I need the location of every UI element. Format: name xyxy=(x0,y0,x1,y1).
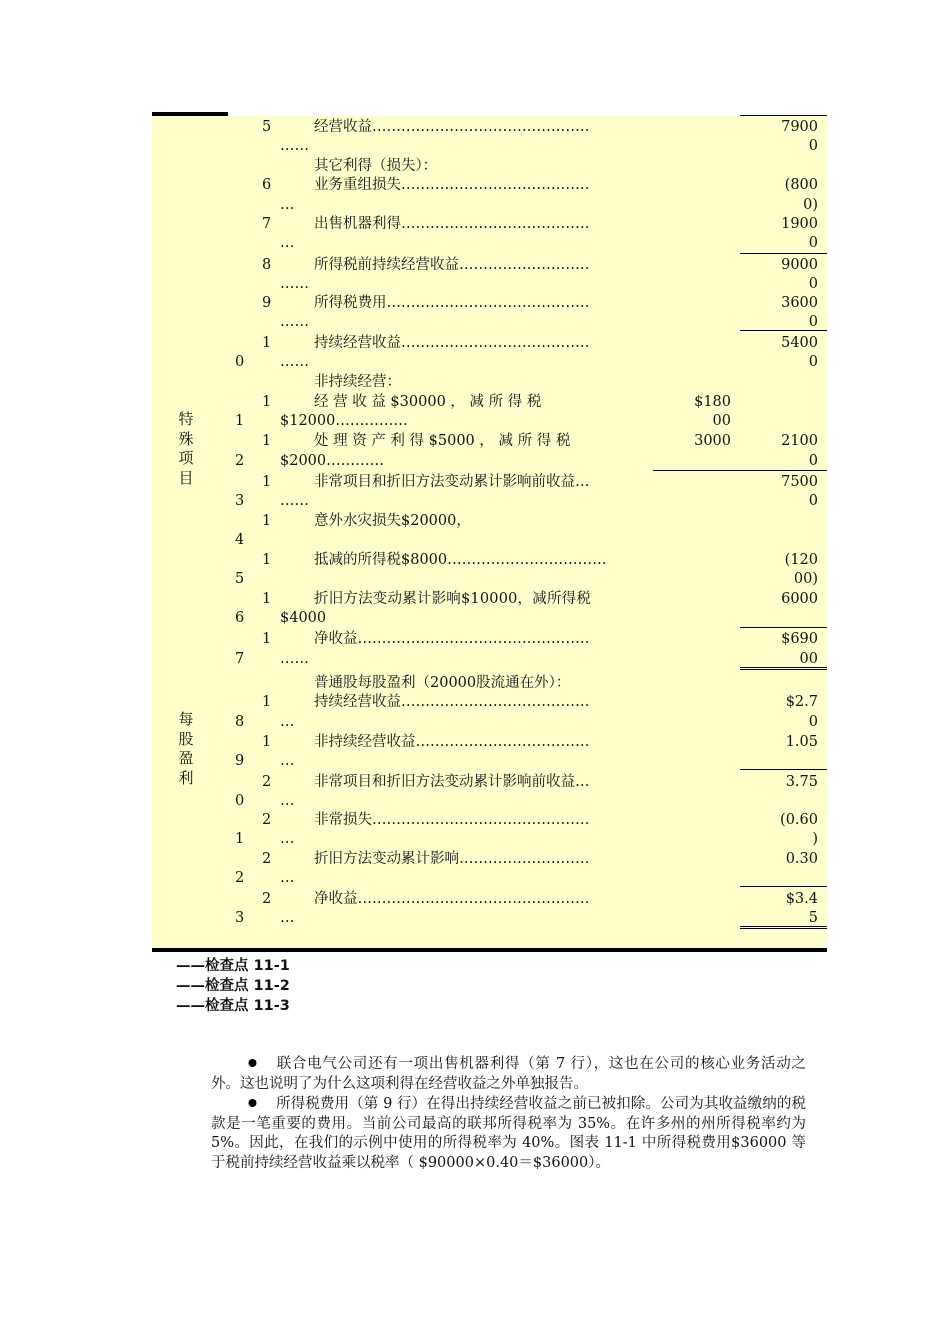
row-label: 非常项目和折旧方法变动累计影响前收益… xyxy=(314,774,590,790)
row-amount: 3600 xyxy=(781,295,818,311)
line-number: 2 xyxy=(262,891,272,907)
row-label: 经 营 收 益 $30000 ， 减 所 得 税 xyxy=(314,394,542,410)
row-amount: (120 xyxy=(784,552,818,568)
rule xyxy=(653,470,827,471)
row-amount: 0.30 xyxy=(785,851,818,867)
line-number: 4 xyxy=(235,532,245,548)
row-label-cont: … xyxy=(280,235,295,251)
row-amount: 0 xyxy=(808,493,818,509)
bullet-icon xyxy=(247,1097,258,1108)
body-paragraph xyxy=(211,1095,806,1174)
line-number: 1 xyxy=(262,474,272,490)
row-amount: 1900 xyxy=(781,216,818,232)
line-number: 3 xyxy=(235,493,245,509)
line-number: 2 xyxy=(235,453,245,469)
double-rule xyxy=(740,926,827,929)
checkpoint-link[interactable]: ——检查点 11-2 xyxy=(176,978,290,994)
rule xyxy=(740,886,827,887)
row-label: 折旧方法变动累计影响$10000，减所得税 xyxy=(314,591,592,607)
section-heading: 非持续经营： xyxy=(314,374,401,390)
row-amount: (800 xyxy=(784,177,818,193)
row-amount: 7900 xyxy=(781,119,818,135)
row-amount: (0.60 xyxy=(780,812,818,828)
line-number: 0 xyxy=(235,354,245,370)
special-items-label: 特 殊 项 目 xyxy=(178,410,194,487)
rule xyxy=(740,769,827,770)
row-amount: 5 xyxy=(808,910,818,926)
paragraph-text: 所得税费用（第 9 行）在得出持续经营收益之前已被扣除。公司为其收益缴纳的税款是一笔重要的费用。当前公司最高的联邦所得税率为 35%。在许多州的州所得税率约为 5%。因此，在我们的示例中使用的所得税率为 40%。图表 11-1 中所得税费用$36000 等于税前持续经营收益乘以税率（ $90000×0.40＝$36000）。 xyxy=(211,1096,806,1172)
line-number: 7 xyxy=(262,216,272,232)
row-amount: 00 xyxy=(799,651,818,667)
line-number: 1 xyxy=(235,413,245,429)
row-label: 所得税前持续经营收益……………………… xyxy=(314,257,590,273)
row-label: 经营收益……………………………………… xyxy=(314,119,590,135)
line-number: 1 xyxy=(235,831,245,847)
line-number: 1 xyxy=(262,552,272,568)
row-label: 净收益………………………………………… xyxy=(314,631,590,647)
line-number: 6 xyxy=(262,177,272,193)
line-number: 2 xyxy=(262,812,272,828)
line-number: 6 xyxy=(235,610,245,626)
line-number: 1 xyxy=(262,394,272,410)
section-heading: 其它利得（损失）： xyxy=(314,158,438,174)
row-label: 非常项目和折旧方法变动累计影响前收益… xyxy=(314,474,590,490)
line-number: 1 xyxy=(262,631,272,647)
checkpoint-link[interactable]: ——检查点 11-3 xyxy=(176,998,290,1014)
row-amount: $690 xyxy=(781,631,818,647)
line-number: 7 xyxy=(235,651,245,667)
row-label-cont: …… xyxy=(280,354,309,370)
row-label: 折旧方法变动累计影响……………………… xyxy=(314,851,590,867)
row-label-cont: …… xyxy=(280,276,309,292)
line-number: 1 xyxy=(262,513,272,529)
bottom-rule xyxy=(152,948,827,952)
row-amount: 9000 xyxy=(781,257,818,273)
line-number: 2 xyxy=(262,851,272,867)
line-number: 1 xyxy=(262,433,272,449)
row-amount: 2100 xyxy=(781,433,818,449)
row-amount: 0 xyxy=(808,235,818,251)
line-number: 5 xyxy=(262,119,272,135)
row-label-cont: … xyxy=(280,870,295,886)
line-number: 1 xyxy=(262,335,272,351)
row-label-cont: $12000…………… xyxy=(280,413,408,429)
row-label: 意外水灾损失$20000， xyxy=(314,513,471,529)
rule xyxy=(740,115,827,116)
rule xyxy=(740,253,827,254)
row-subamount: 00 xyxy=(712,413,731,429)
bullet-icon xyxy=(247,1057,258,1068)
row-amount: 0 xyxy=(808,354,818,370)
row-label-cont: … xyxy=(280,910,295,926)
row-subamount: 3000 xyxy=(694,433,731,449)
row-amount: ) xyxy=(812,831,818,847)
paragraph-text: 联合电气公司还有一项出售机器利得（第 7 行），这也在公司的核心业务活动之外。这也说明了为什么这项利得在经营收益之外单独报告。 xyxy=(211,1056,806,1092)
row-label: 业务重组损失………………………………… xyxy=(314,177,590,193)
row-amount: $2.7 xyxy=(785,694,818,710)
line-number: 8 xyxy=(235,714,245,730)
row-subamount: $180 xyxy=(694,394,731,410)
row-label-cont: $2000………… xyxy=(280,453,385,469)
eps-label: 每 股 盈 利 xyxy=(178,710,194,787)
row-label-cont: …… xyxy=(280,138,309,154)
row-amount: 0 xyxy=(808,314,818,330)
row-amount: 7500 xyxy=(781,474,818,490)
row-label-cont: … xyxy=(280,831,295,847)
line-number: 1 xyxy=(262,694,272,710)
row-label: 持续经营收益………………………………… xyxy=(314,335,590,351)
row-amount: 0 xyxy=(808,453,818,469)
line-number: 1 xyxy=(262,734,272,750)
row-label-cont: …… xyxy=(280,493,309,509)
line-number: 2 xyxy=(262,774,272,790)
row-amount: 5400 xyxy=(781,335,818,351)
row-label: 处 理 资 产 利 得 $5000 ， 减 所 得 税 xyxy=(314,433,571,449)
row-label: 非常损失……………………………………… xyxy=(314,812,590,828)
line-number: 1 xyxy=(262,591,272,607)
row-amount: $3.4 xyxy=(785,891,818,907)
row-label: 持续经营收益………………………………… xyxy=(314,694,590,710)
row-label-cont: … xyxy=(280,714,295,730)
row-amount: 0 xyxy=(808,138,818,154)
row-label-cont: … xyxy=(280,793,295,809)
line-number: 8 xyxy=(262,257,272,273)
section-heading: 普通股每股盈利（20000股流通在外）： xyxy=(314,675,571,691)
rule xyxy=(740,627,827,628)
row-amount: 0 xyxy=(808,276,818,292)
row-label-cont: …… xyxy=(280,651,309,667)
row-amount: 1.05 xyxy=(785,734,818,750)
row-amount: 0) xyxy=(803,197,818,213)
rule xyxy=(740,330,827,331)
checkpoint-link[interactable]: ——检查点 11-1 xyxy=(176,958,290,974)
row-amount: 3.75 xyxy=(785,774,818,790)
line-number: 3 xyxy=(235,910,245,926)
row-label-cont: …… xyxy=(280,314,309,330)
row-label: 净收益………………………………………… xyxy=(314,891,590,907)
row-amount: 0 xyxy=(808,714,818,730)
line-number: 2 xyxy=(235,870,245,886)
row-label-cont: … xyxy=(280,753,295,769)
line-number: 5 xyxy=(235,571,245,587)
line-number: 9 xyxy=(262,295,272,311)
line-number: 0 xyxy=(235,793,245,809)
row-label: 抵减的所得税$8000…………………………… xyxy=(314,552,607,568)
line-number: 9 xyxy=(235,753,245,769)
row-label: 非持续经营收益……………………………… xyxy=(314,734,590,750)
row-amount: 6000 xyxy=(781,591,818,607)
row-label-cont: $4000 xyxy=(280,610,327,626)
row-label-cont: … xyxy=(280,197,295,213)
row-label: 出售机器利得………………………………… xyxy=(314,216,590,232)
double-rule xyxy=(740,667,827,670)
body-paragraph xyxy=(211,1055,806,1094)
row-label: 所得税费用…………………………………… xyxy=(314,295,590,311)
row-amount: 00) xyxy=(793,571,818,587)
